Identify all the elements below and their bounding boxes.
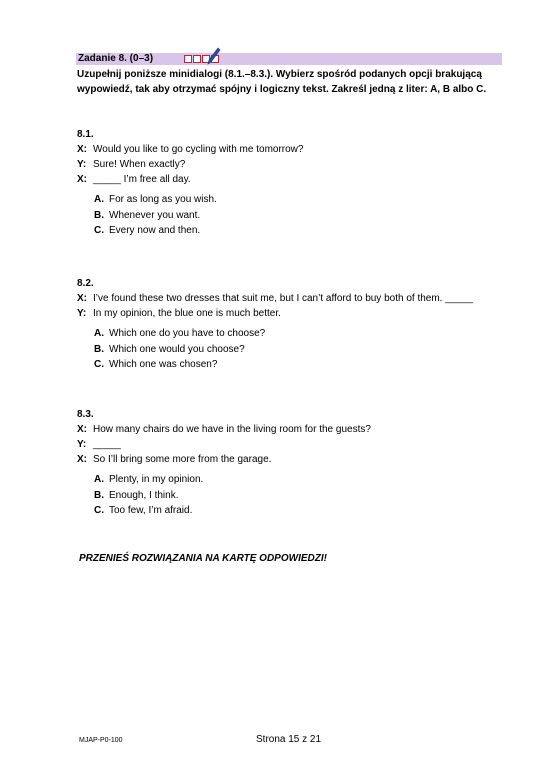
- dialog-line: [77, 157, 507, 172]
- dialog-8-3: [77, 407, 507, 519]
- option-b[interactable]: B. Enough, I think.: [94, 489, 179, 501]
- exam-code: MJAP-P0-100: [79, 737, 123, 744]
- line-text: Would you like to go cycling with me tomorrow?: [93, 144, 304, 155]
- speaker: Y:: [77, 308, 87, 319]
- speaker: X:: [77, 424, 87, 435]
- speaker: X:: [77, 454, 87, 465]
- speaker: X:: [77, 144, 87, 155]
- dialog-line: [77, 142, 507, 157]
- line-text: In my opinion, the blue one is much better.: [93, 308, 281, 319]
- line-text: How many chairs do we have in the living room for the guests?: [93, 424, 371, 435]
- line-text: So I’ll bring some more from the garage.: [93, 454, 272, 465]
- task-header: [76, 53, 502, 65]
- options-list: [77, 326, 507, 373]
- dialog-line: [77, 437, 507, 452]
- score-box: [184, 55, 192, 63]
- options-list: [77, 472, 507, 519]
- option-a[interactable]: A. For as long as you wish.: [94, 194, 217, 205]
- option-c[interactable]: C. Too few, I’m afraid.: [94, 505, 193, 516]
- dialog-8-2: [77, 276, 507, 373]
- option-a[interactable]: A. Plenty, in my opinion.: [94, 474, 204, 485]
- line-text: Sure! When exactly?: [93, 159, 186, 170]
- option-a[interactable]: A. Which one do you have to choose?: [94, 328, 266, 339]
- speaker: X:: [77, 293, 87, 304]
- transfer-note: PRZENIEŚ ROZWIĄZANIA NA KARTĘ ODPOWIEDZI!: [79, 553, 327, 564]
- dialog-line: [77, 291, 507, 306]
- dialog-line: [77, 452, 507, 467]
- options-list: [77, 192, 507, 239]
- line-text: I’ve found these two dresses that suit me, but I can’t afford to buy both of them. _____: [93, 293, 474, 304]
- speaker: X:: [77, 174, 87, 185]
- speaker: Y:: [77, 439, 87, 450]
- section-number: 8.1.: [77, 129, 94, 140]
- option-b[interactable]: B. Which one would you choose?: [94, 343, 245, 355]
- dialog-line: [77, 306, 507, 321]
- dialog-8-1: [77, 127, 507, 239]
- section-number: 8.2.: [77, 278, 94, 289]
- option-c[interactable]: C. Every now and then.: [94, 225, 201, 236]
- section-number: 8.3.: [77, 409, 94, 420]
- option-c[interactable]: C. Which one was chosen?: [94, 359, 218, 370]
- task-title: Zadanie 8. (0–3): [78, 53, 154, 64]
- score-box: [193, 55, 201, 63]
- line-text: _____ I’m free all day.: [93, 174, 191, 185]
- line-text: _____: [93, 439, 121, 450]
- option-b[interactable]: B. Whenever you want.: [94, 209, 201, 221]
- page-number: Strona 15 z 21: [256, 734, 322, 745]
- speaker: Y:: [77, 159, 87, 170]
- task-instruction: Uzupełnij poniższe minidialogi (8.1.–8.3.). Wybierz spośród podanych opcji brakującą wypowiedź, tak aby otrzymać spójny i logiczny tekst. Zakreśl jedną z liter: A, B albo C.: [77, 69, 487, 95]
- dialog-line: [77, 422, 507, 437]
- pen-icon: [207, 47, 221, 65]
- dialog-line: [77, 172, 507, 187]
